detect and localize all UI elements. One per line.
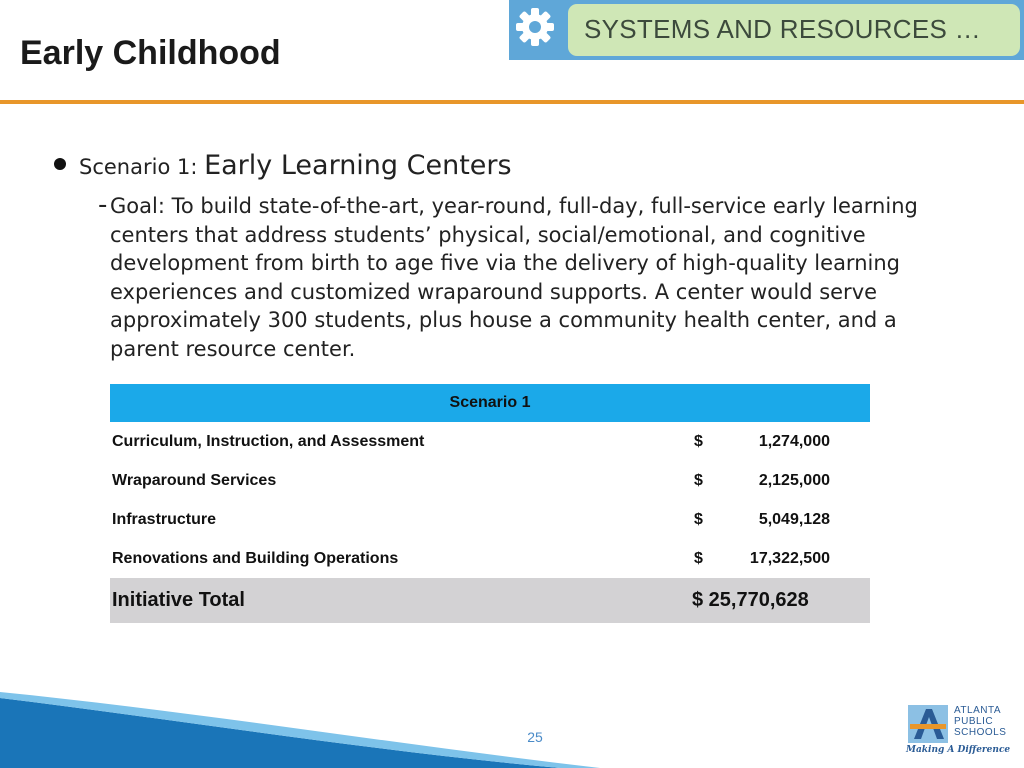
row-currency: $ (690, 422, 730, 461)
total-label: Initiative Total (110, 578, 690, 623)
row-amount: 17,322,500 (749, 549, 830, 567)
row-currency: $ (690, 461, 730, 500)
scenario-name: Early Learning Centers (204, 150, 512, 181)
page-number: 25 (527, 729, 543, 745)
row-amount-cell (730, 539, 870, 578)
table-row (110, 422, 870, 461)
page-title: Early Childhood (20, 34, 281, 72)
row-currency: $ (690, 539, 730, 578)
bullet-icon (54, 158, 66, 170)
dash-marker: - (98, 190, 108, 220)
banner-label (568, 4, 1020, 56)
aps-logo (906, 702, 1014, 760)
table-row (110, 461, 870, 500)
table-row (110, 539, 870, 578)
scenario-heading (79, 150, 512, 181)
cost-table (110, 384, 870, 623)
logo-line: PUBLIC (954, 716, 994, 727)
row-amount-cell (730, 500, 870, 539)
logo-line: ATLANTA (954, 705, 1002, 716)
logo-tagline: Making A Difference (906, 745, 1011, 755)
logo-a-icon (908, 705, 948, 743)
row-amount: 5,049,128 (758, 510, 830, 528)
header-divider (0, 100, 1024, 104)
gear-icon (509, 0, 566, 60)
total-row (110, 578, 870, 623)
row-currency: $ (690, 500, 730, 539)
row-label: Infrastructure (110, 500, 690, 539)
row-amount: 2,125,000 (758, 471, 830, 489)
row-label: Wraparound Services (110, 461, 690, 500)
logo-line: SCHOOLS (954, 727, 1007, 738)
table-header-row (110, 384, 870, 422)
row-amount-cell (730, 461, 870, 500)
row-label: Curriculum, Instruction, and Assessment (110, 422, 690, 461)
footer-swoosh (0, 690, 1024, 768)
banner-text: SYSTEMS AND RESOURCES … (584, 14, 981, 44)
goal-text: Goal: To build state-of-the-art, year-round, full-day, full-service early learning centers that address students’ physical, social/emotional, and cognitive development from birth to age five via the delivery of high-quality learning experiences and customized wraparound supports. A center would serve approximately 300 students, plus house a community health center, and a parent resource center. (110, 194, 918, 361)
row-amount-cell (730, 422, 870, 461)
table-header: Scenario 1 (110, 384, 870, 422)
section-banner (509, 0, 1024, 60)
table-row (110, 500, 870, 539)
total-amount: $ 25,770,628 (690, 578, 870, 623)
row-amount: 1,274,000 (758, 432, 830, 450)
row-label: Renovations and Building Operations (110, 539, 690, 578)
logo-words (954, 705, 1006, 738)
scenario-prefix: Scenario 1: (79, 155, 205, 179)
